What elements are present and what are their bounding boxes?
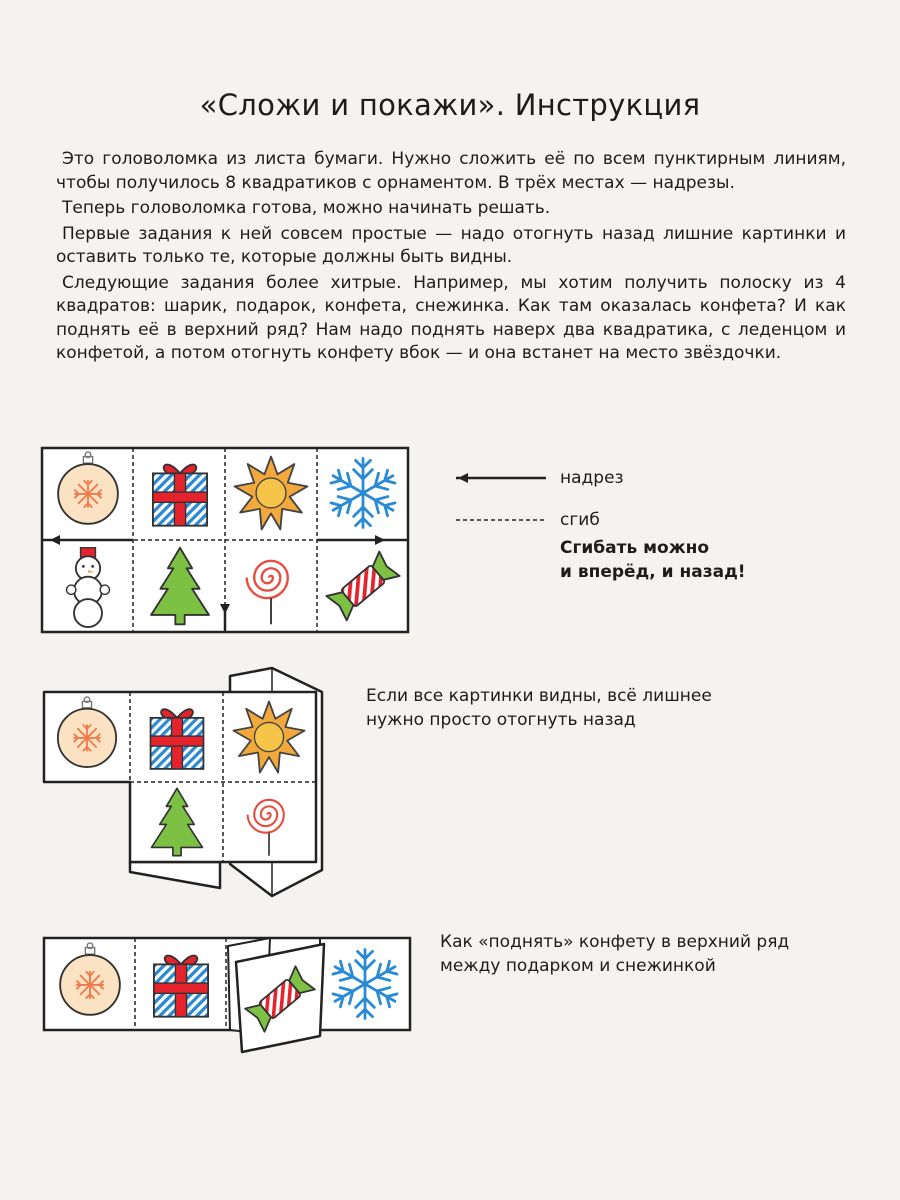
gift-icon — [153, 465, 207, 526]
intro-paragraph-2: Теперь головоломка готова, можно начинать решать. — [62, 198, 551, 218]
legend-cut — [452, 466, 624, 490]
puzzle-sheet-diagram — [40, 446, 412, 636]
legend-fold — [452, 508, 600, 532]
lift-candy-caption-line-2: между подарком и снежинкой — [440, 956, 716, 976]
cut-line-icon — [452, 471, 550, 485]
legend-note-line-1: Сгибать можно — [560, 538, 710, 558]
lift-candy-caption — [440, 930, 789, 978]
legend-note — [560, 536, 746, 584]
gift-icon — [151, 709, 204, 769]
legend-cut-label: надрез — [560, 468, 624, 488]
lift-candy-caption-line-1: Как «поднять» конфету в верхний ряд — [440, 932, 790, 952]
fold-line-icon — [452, 513, 550, 527]
fold-back-caption-line-1: Если все картинки видны, всё лишнее — [366, 686, 712, 706]
gift-icon — [154, 956, 208, 1017]
legend-note-line-2: и вперёд, и назад! — [560, 562, 746, 582]
intro-paragraph-4: Следующие задания более хитрые. Например, мы хотим получить полоску из 4 квадратов: шарик, подарок, конфета, снежинка. Как там оказалась конфета? И как поднять её в верхний ряд? Нам надо поднять наверх два квадратика, с леденцом и конфетой, а потом отогнуть конфету вбок — и она встанет на место звёздочки. — [56, 272, 846, 363]
intro-paragraph-1: Это головоломка из листа бумаги. Нужно сложить её по всем пунктирным линиям, чтобы получилось 8 квадратиков с орнаментом. В трёх местах — надрезы. — [56, 149, 846, 193]
intro-paragraph-3: Первые задания к ней совсем простые — надо отогнуть назад лишние картинки и оставить только те, которые должны быть видны. — [56, 223, 846, 267]
lift-candy-diagram — [40, 934, 420, 1064]
intro-text — [56, 148, 846, 366]
legend-fold-label: сгиб — [560, 510, 600, 530]
fold-back-caption-line-2: нужно просто отогнуть назад — [366, 710, 636, 730]
fold-back-caption — [366, 684, 712, 732]
page-title: «Сложи и покажи». Инструкция — [199, 88, 701, 122]
fold-back-diagram — [40, 664, 340, 904]
